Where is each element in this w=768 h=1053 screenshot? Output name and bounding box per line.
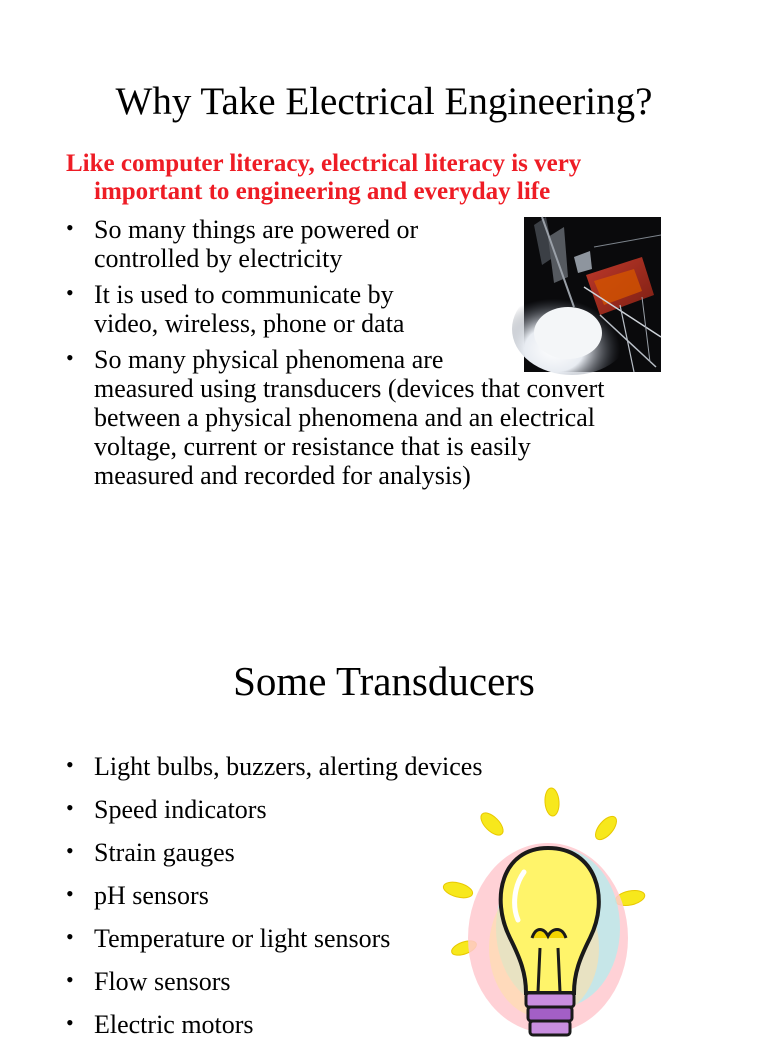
bullet-text: Light bulbs, buzzers, alerting devices [94, 752, 483, 781]
bullet-text-line: video, wireless, phone or data [94, 309, 405, 338]
bullet-text-line: It is used to communicate by [94, 280, 394, 309]
subheading-line-1: Like computer literacy, electrical literacy is very [66, 150, 582, 177]
bullet-text-line: measured using transducers (devices that convert [94, 374, 605, 403]
light-bulb-icon [440, 788, 670, 1038]
list-item [66, 1010, 486, 1039]
bullet-text: Electric motors [94, 1010, 254, 1039]
bullet-icon: • [66, 967, 74, 992]
slide-title: Some Transducers [233, 658, 535, 704]
list-item [66, 881, 486, 910]
bullet-text-line: So many physical phenomena are [94, 345, 444, 374]
bullet-icon: • [66, 215, 74, 240]
list-item [66, 280, 514, 338]
list-item [66, 752, 486, 781]
slide-some-transducers [0, 560, 768, 1039]
satellite-photo-icon [524, 217, 661, 372]
bullet-icon: • [66, 280, 74, 305]
subheading-line-2: important to engineering and everyday life [94, 178, 551, 205]
list-item [66, 924, 486, 953]
bullet-text: pH sensors [94, 881, 209, 910]
slide-title: Why Take Electrical Engineering? [115, 80, 653, 123]
bullet-text-line: controlled by electricity [94, 244, 343, 273]
bullet-icon: • [66, 924, 74, 949]
bullet-icon: • [66, 752, 74, 777]
bullet-list [66, 752, 486, 1053]
list-item [66, 215, 514, 273]
bullet-text: Speed indicators [94, 795, 267, 824]
bullet-icon: • [66, 795, 74, 820]
bullet-icon: • [66, 881, 74, 906]
slide-subheading [66, 150, 696, 206]
bullet-text-line: voltage, current or resistance that is easily [94, 432, 531, 461]
bullet-icon: • [66, 838, 74, 863]
bullet-text-line: between a physical phenomena and an electrical [94, 403, 595, 432]
list-item [66, 795, 486, 824]
bullet-icon: • [66, 345, 74, 370]
list-item [66, 838, 486, 867]
bullet-text: Strain gauges [94, 838, 235, 867]
bullet-text: Temperature or light sensors [94, 924, 391, 953]
bullet-text: Flow sensors [94, 967, 231, 996]
bullet-text-line: So many things are powered or [94, 215, 419, 244]
bullet-icon: • [66, 1010, 74, 1035]
list-item [66, 967, 486, 996]
bullet-text-line: measured and recorded for analysis) [94, 461, 471, 490]
